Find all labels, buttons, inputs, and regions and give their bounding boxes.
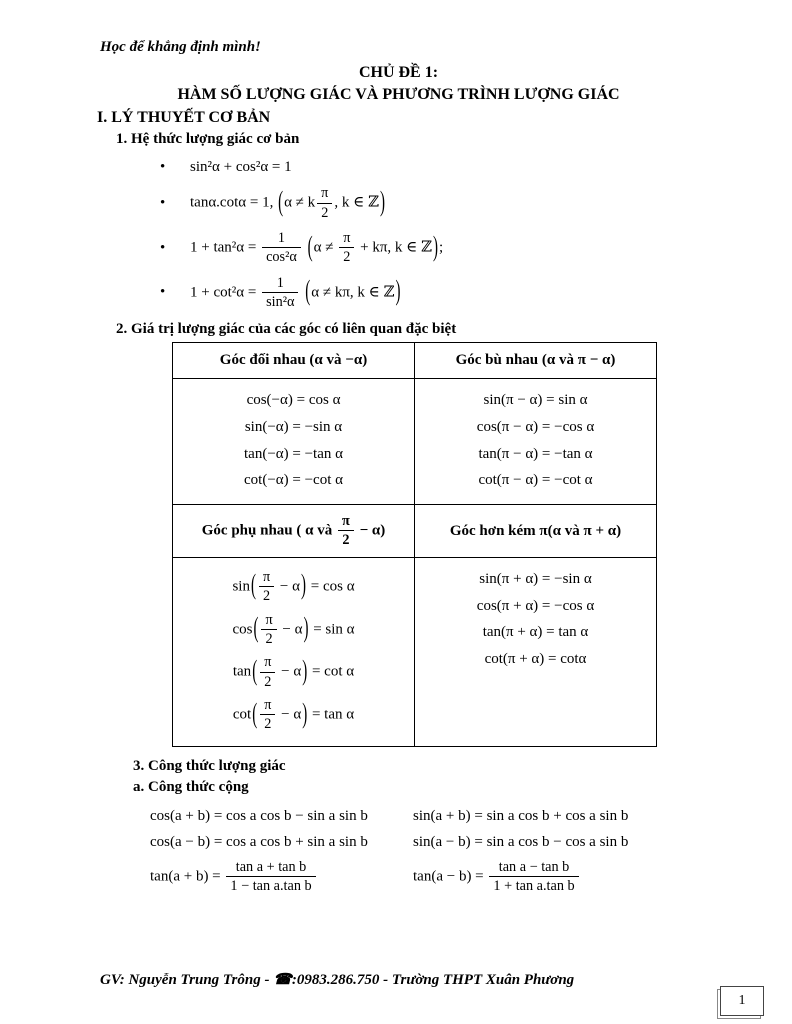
formula-line: tan( $\frac{\pi}{2}$ − α) = cot α bbox=[232, 654, 355, 690]
basic-identities-list bbox=[160, 158, 697, 311]
table-cell-complementary-angles bbox=[173, 557, 415, 746]
page-number: 1 bbox=[738, 993, 746, 1009]
bullet-icon: • bbox=[160, 239, 166, 256]
formula-line: cot( $\frac{\pi}{2}$ − α) = tan α bbox=[232, 697, 355, 733]
list-item bbox=[160, 230, 697, 266]
addition-formulas-left-column bbox=[150, 800, 425, 901]
subsection-3-heading: 3. Công thức lượng giác bbox=[133, 757, 286, 774]
formula-line: cos(a + b) = cos a cos b − sin a sin b bbox=[150, 808, 368, 825]
subsection-1-heading: 1. Hệ thức lượng giác cơ bản bbox=[116, 130, 300, 147]
table-header-row bbox=[173, 505, 657, 558]
chapter-heading: CHỦ ĐỀ 1: bbox=[358, 63, 439, 81]
list-item bbox=[160, 275, 697, 311]
formula-line: sin(a − b) = sin a cos b − cos a sin b bbox=[413, 834, 629, 850]
formula-line: cos(π + α) = −cos α bbox=[476, 597, 595, 614]
formula-line: tan(a − b) = $\frac{\text{tan a − tan b}}{\text{1 + tan a.tan b}}$ bbox=[413, 859, 688, 895]
document-title: HÀM SỐ LƯỢNG GIÁC VÀ PHƯƠNG TRÌNH LƯỢNG GIÁC bbox=[177, 85, 620, 103]
formula-line: sin(−α) = −sin α bbox=[244, 418, 343, 435]
addition-formulas-right-column bbox=[413, 800, 688, 901]
table-body-row bbox=[173, 557, 657, 746]
formula-line: sin(a + b) = sin a cos b + cos a sin b bbox=[413, 808, 629, 825]
formula-line: sin(π + α) = −sin α bbox=[479, 570, 592, 587]
identity-formula: sin²α + cos²α = 1 bbox=[190, 158, 292, 175]
identity-formula: tanα.cotα = 1, (α ≠ k $\frac{\pi}{2}$ , k ∈ ℤ) bbox=[190, 185, 385, 221]
formula-line: sin( $\frac{\pi}{2}$ − α) = cos α bbox=[232, 568, 355, 605]
header-motto: Học để khẳng định mình! bbox=[100, 39, 261, 55]
footer-text: GV: Nguyễn Trung Trông - ☎:0983.286.750 - Trường THPT Xuân Phương bbox=[100, 972, 575, 989]
formula-line: tan(π + α) = tan α bbox=[482, 624, 589, 641]
list-item bbox=[160, 185, 697, 221]
page-number-box bbox=[720, 986, 764, 1016]
formula-line: cot(π − α) = −cot α bbox=[478, 472, 593, 489]
formula-line: tan(π − α) = −tan α bbox=[478, 445, 593, 462]
list-item bbox=[160, 158, 697, 177]
table-cell-supplementary-angles bbox=[415, 379, 657, 505]
table-body-row bbox=[173, 379, 657, 505]
table-header-row bbox=[173, 343, 657, 379]
bullet-icon: • bbox=[160, 284, 166, 301]
subsection-3a-heading: a. Công thức cộng bbox=[133, 778, 249, 795]
formula-line: cot(−α) = −cot α bbox=[244, 472, 343, 489]
formula-line: cos(−α) = cos α bbox=[246, 392, 341, 408]
formula-line: cos(π − α) = −cos α bbox=[476, 418, 595, 435]
table-cell-opposite-angles bbox=[173, 379, 415, 505]
formula-line: tan(−α) = −tan α bbox=[244, 445, 343, 462]
table-header-pi-shifted-angles: Góc hơn kém π(α và π + α) bbox=[415, 505, 657, 558]
bullet-icon: • bbox=[160, 194, 166, 211]
formula-line: cos( $\frac{\pi}{2}$ − α) = sin α bbox=[232, 611, 355, 647]
bullet-icon: • bbox=[160, 158, 166, 175]
table-header-supplementary-angles: Góc bù nhau (α và π − α) bbox=[415, 343, 657, 379]
formula-line: sin(π − α) = sin α bbox=[483, 392, 588, 408]
subsection-2-heading: 2. Giá trị lượng giác của các góc có liên quan đặc biệt bbox=[116, 320, 457, 337]
addition-formulas bbox=[150, 800, 697, 901]
formula-line: cot(π + α) = cotα bbox=[484, 651, 587, 667]
table-header-complementary-angles: Góc phụ nhau ( α và $\frac{\pi}{2}$ − α) bbox=[173, 505, 415, 558]
identity-formula: 1 + tan²α = $\frac{1}{\text{cos²α}}$ (α ≠ $\frac{\pi}{2}$ + kπ, k ∈ ℤ); bbox=[190, 230, 444, 266]
identity-formula: 1 + cot²α = $\frac{1}{\text{sin²α}}$ (α ≠ kπ, k ∈ ℤ) bbox=[190, 274, 401, 311]
formula-line: tan(a + b) = $\frac{\text{tan a + tan b}}{\text{1 − tan a.tan b}}$ bbox=[150, 859, 425, 895]
section-theory-heading: I. LÝ THUYẾT CƠ BẢN bbox=[97, 108, 271, 126]
formula-line: cos(a − b) = cos a cos b + sin a sin b bbox=[150, 834, 368, 850]
related-angles-table bbox=[172, 342, 657, 747]
table-header-opposite-angles: Góc đối nhau (α và −α) bbox=[173, 343, 415, 379]
table-cell-pi-shifted-angles bbox=[415, 557, 657, 746]
